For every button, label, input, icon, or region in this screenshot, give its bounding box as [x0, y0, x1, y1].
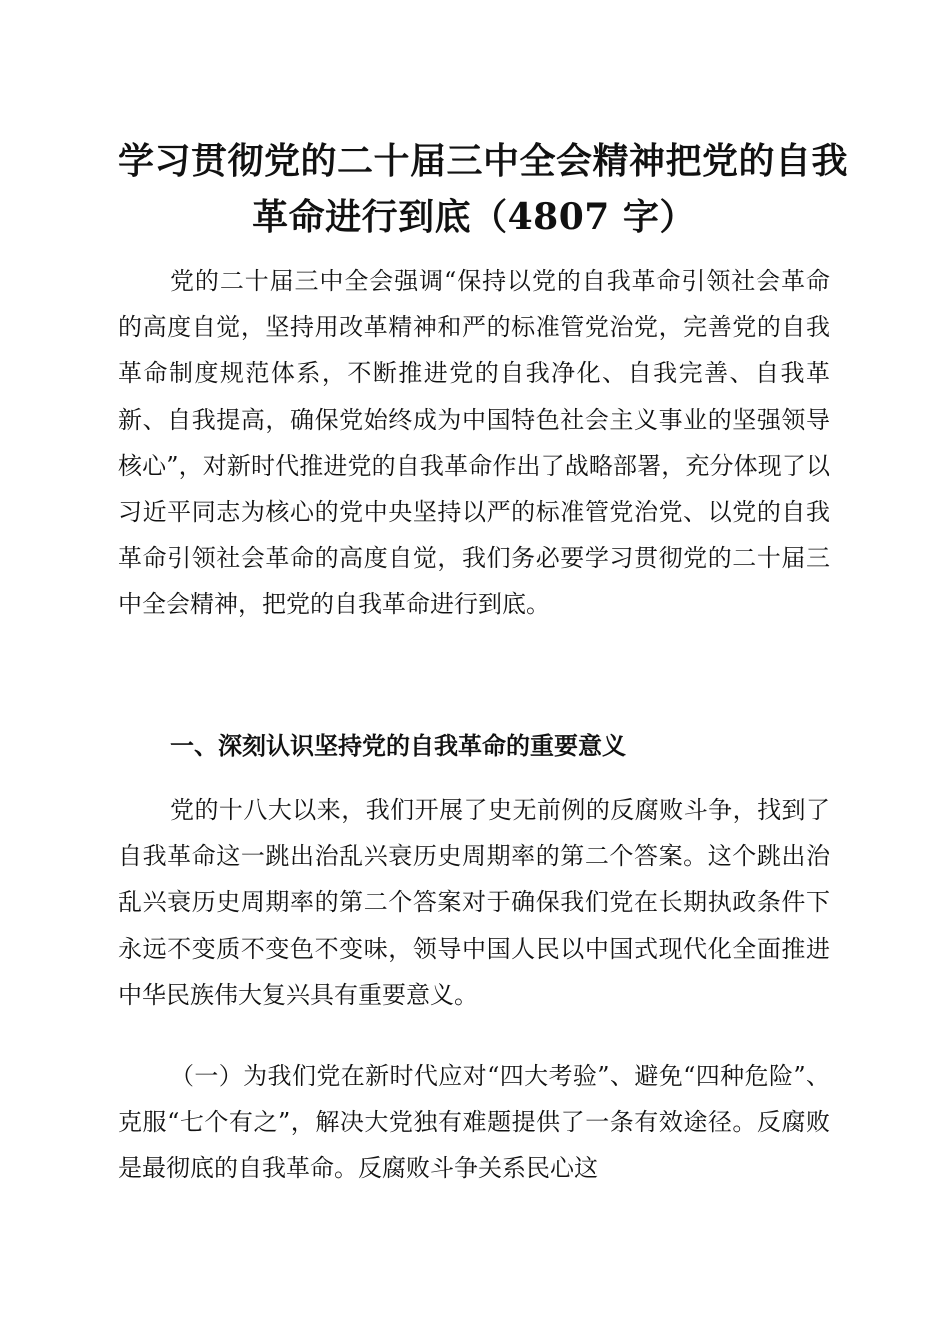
title-line-2: 革命进行到底（4807 字）	[252, 196, 696, 238]
title-line-1: 学习贯彻党的二十届三中全会精神把党的自我	[118, 140, 849, 182]
document-title	[118, 133, 849, 245]
section-heading: 一、深刻认识坚持党的自我革命的重要意义	[170, 732, 626, 760]
intro-paragraph: 党的二十届三中全会强调“保持以党的自我革命引领社会革命的高度自觉，坚持用改革精神和严的标准管党治党，完善党的自我革命制度规范体系，不断推进党的自我净化、自我完善、自我革新、自我提高，确保党始终成为中国特色社会主义事业的坚强领导核心”，对新时代推进党的自我革命作出了战略部署，充分体现了以习近平同志为核心的党中央坚持以严的标准管党治党、以党的自我革命引领社会革命的高度自觉，我们务必要学习贯彻党的二十届三中全会精神，把党的自我革命进行到底。	[118, 267, 830, 619]
body-paragraph: 党的十八大以来，我们开展了史无前例的反腐败斗争，找到了自我革命这一跳出治乱兴衰历史周期率的第二个答案。这个跳出治乱兴衰历史周期率的第二个答案对于确保我们党在长期执政条件下永远不变质不变色不变味，领导中国人民以中国式现代化全面推进中华民族伟大复兴具有重要意义。	[118, 796, 830, 1009]
subsection-paragraph: （一）为我们党在新时代应对“四大考验”、避免“四种危险”、克服“七个有之”，解决大党独有难题提供了一条有效途径。反腐败是最彻底的自我革命。反腐败斗争关系民心这	[118, 1062, 830, 1183]
